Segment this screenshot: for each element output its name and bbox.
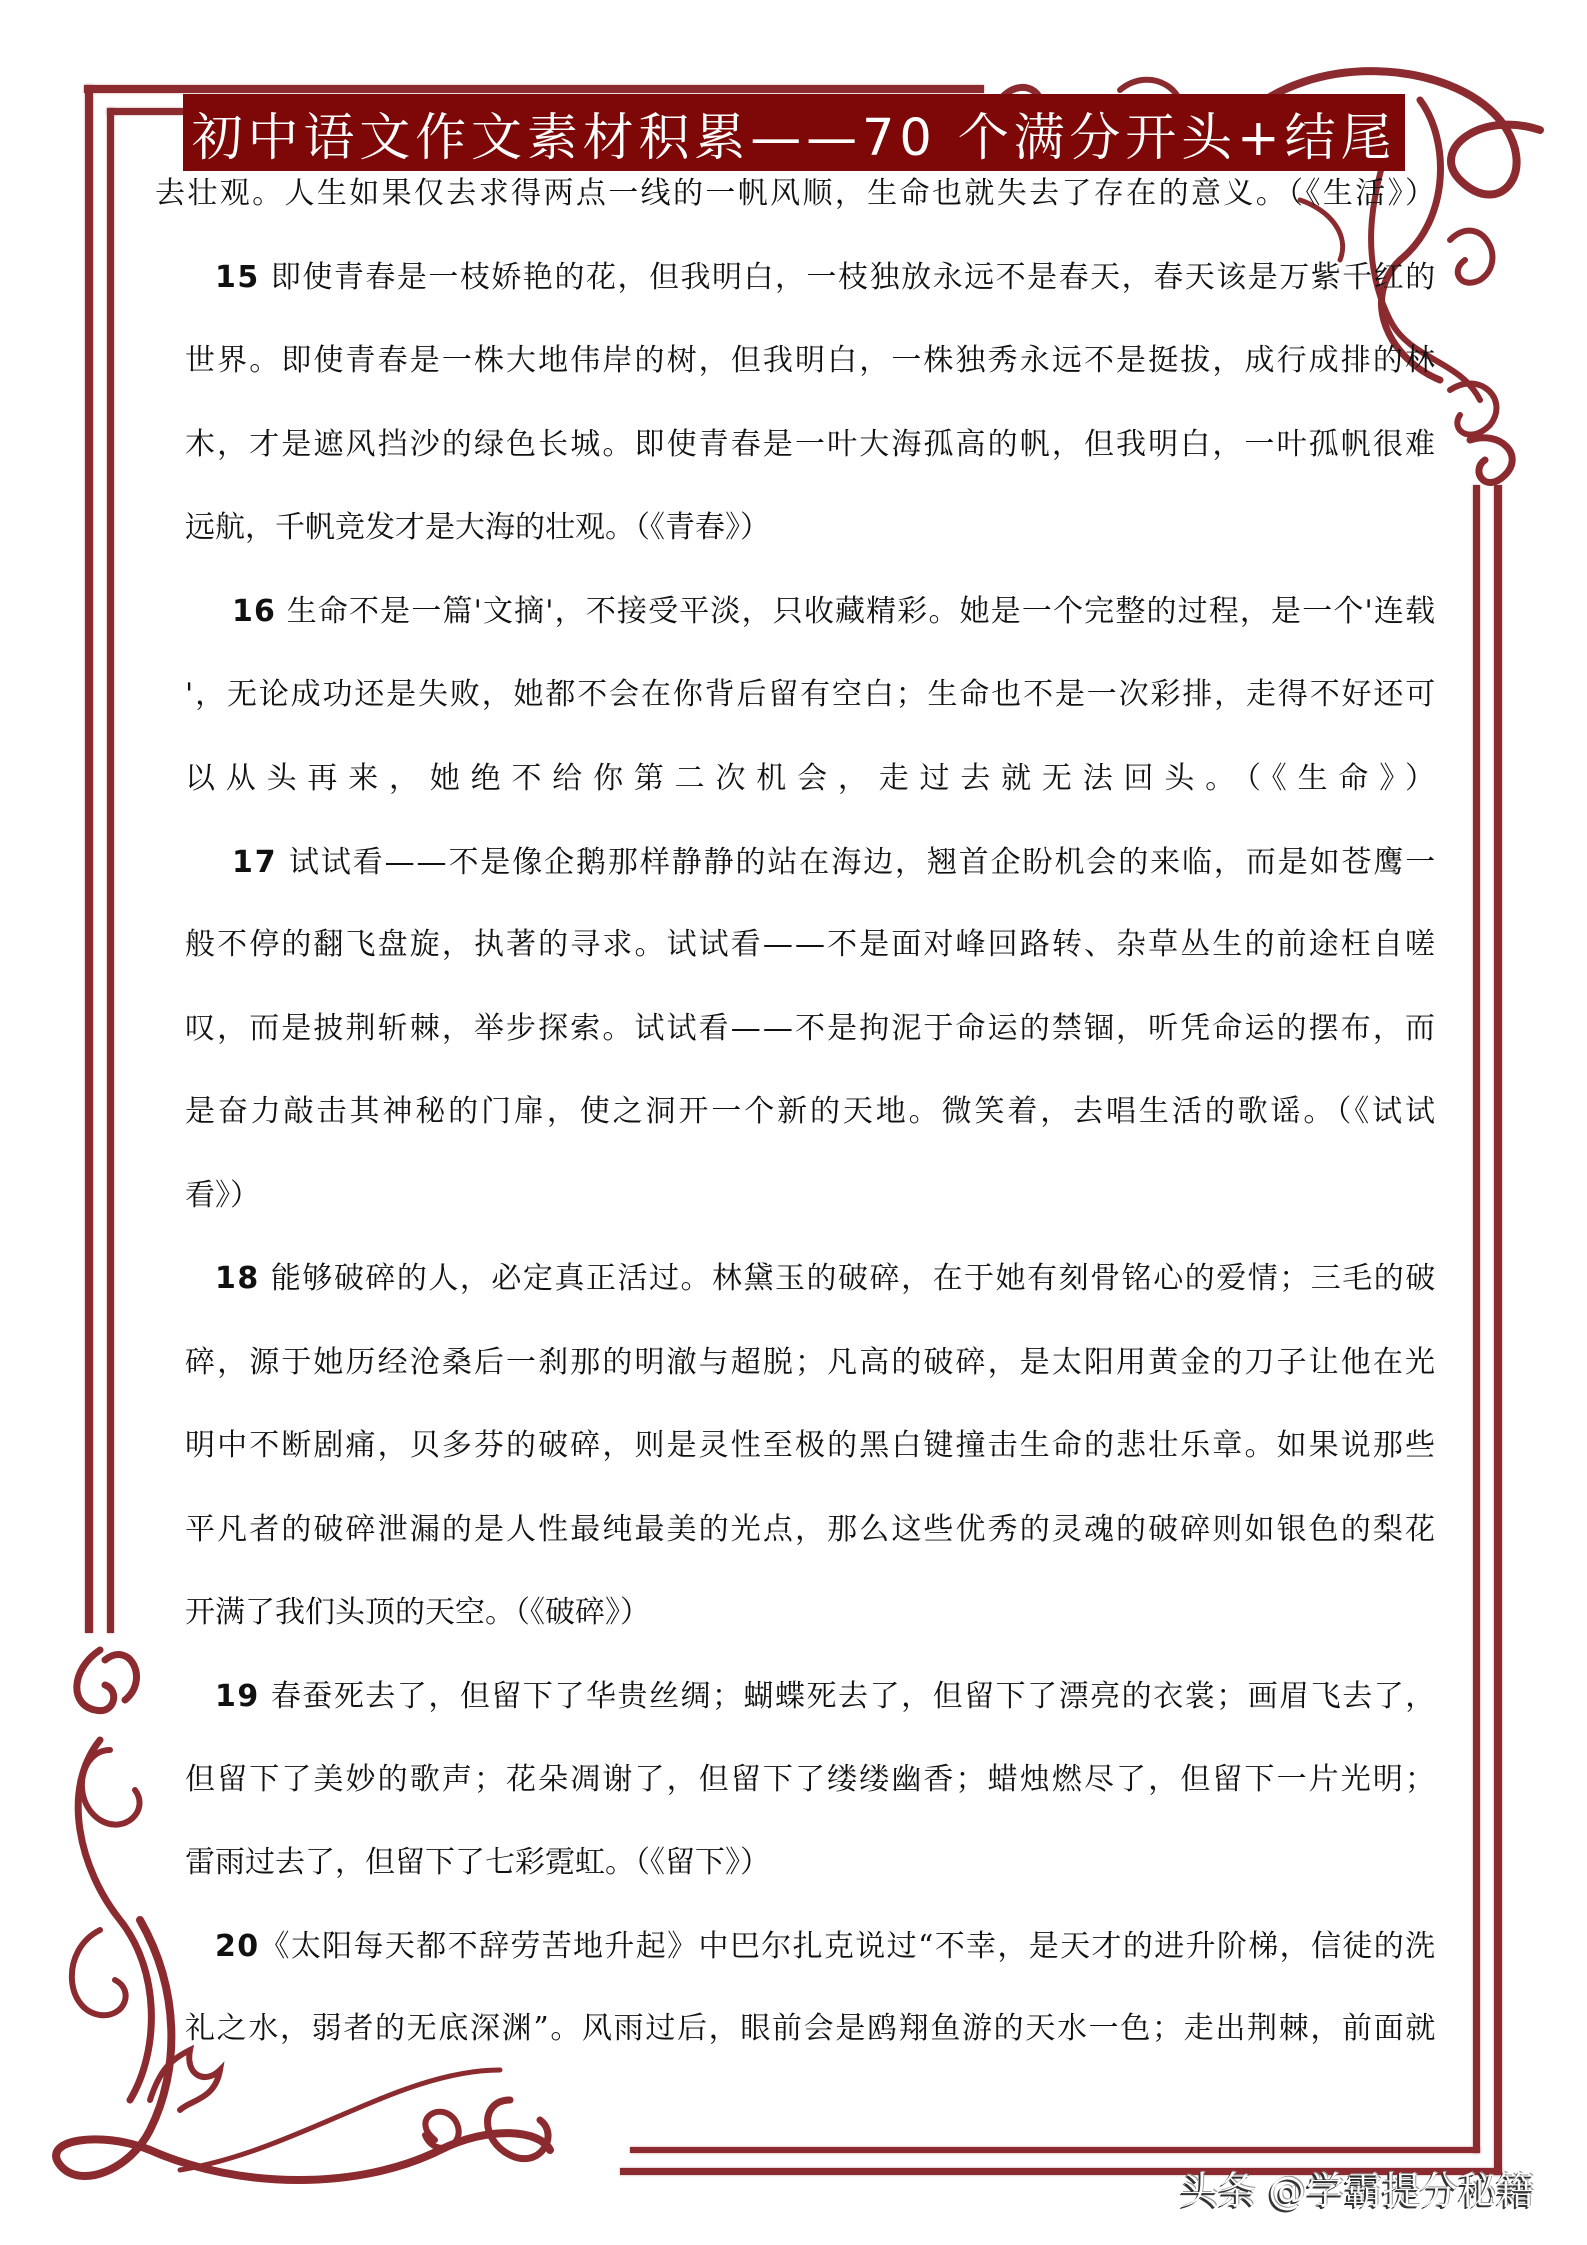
text-line: 但留下了美妙的歌声；花朵凋谢了，但留下了缕缕幽香；蜡烛燃尽了，但留下一片光明； (185, 1762, 1438, 1797)
text-line: 明中不断剧痛，贝多芬的破碎，则是灵性至极的黑白键撞击生命的悲壮乐章。如果说那些 (185, 1428, 1438, 1463)
paragraph-18-line: 18 能够破碎的人，必定真正活过。林黛玉的破碎，在于她有刻骨铭心的爱情；三毛的破 (215, 1261, 1437, 1296)
text-line: 是奋力敲击其神秘的门扉，使之洞开一个新的天地。微笑着，去唱生活的歌谣。（《试试 (185, 1094, 1438, 1129)
paragraph-number: 15 (215, 260, 260, 295)
text-line: 碎，源于她历经沧桑后一刹那的明澈与超脱；凡高的破碎，是太阳用黄金的刀子让他在光 (185, 1345, 1438, 1380)
frame-top-inner (107, 108, 183, 115)
paragraph-19-line: 19 春蚕死去了，但留下了华贵丝绸；蝴蝶死去了，但留下了漂亮的衣裳；画眉飞去了， (215, 1679, 1437, 1714)
text-line: 看》） (185, 1178, 260, 1213)
text-line: 平凡者的破碎泄漏的是人性最纯最美的光点，那么这些优秀的灵魂的破碎则如银色的梨花 (185, 1512, 1438, 1547)
text-line: 礼之水，弱者的无底深渊”。风雨过后，眼前会是鸥翔鱼游的天水一色；走出荆棘，前面就 (185, 2011, 1438, 2046)
text-line: '，无论成功还是失败，她都不会在你背后留有空白；生命也不是一次彩排，走得不好还可 (185, 677, 1438, 712)
frame-right-outer (1494, 485, 1502, 2175)
text-line: 世界。即使青春是一株大地伟岸的树，但我明白，一株独秀永远不是挺拔，成行成排的林 (185, 343, 1438, 378)
text-line: 木，才是遮风挡沙的绿色长城。即使青春是一叶大海孤高的帆，但我明白，一叶孤帆很难 (185, 427, 1438, 462)
text-line: 远航，千帆竞发才是大海的壮观。（《青春》） (185, 510, 770, 545)
paragraph-number: 18 (215, 1261, 260, 1296)
frame-top-outer (84, 85, 984, 93)
source-watermark: 头条 @学霸提分秘籍 (1180, 2169, 1535, 2213)
paragraph-17-line: 17 试试看——不是像企鹅那样静静的站在海边，翘首企盼机会的来临，而是如苍鹰一 (232, 845, 1438, 880)
page-title: 初中语文作文素材积累——70 个满分开头+结尾 (191, 108, 1397, 168)
paragraph-number: 20 (215, 1929, 260, 1964)
text-line: 叹，而是披荆斩棘，举步探索。试试看——不是拘泥于命运的禁锢，听凭命运的摆布，而 (185, 1011, 1438, 1046)
frame-left-outer (85, 85, 93, 1633)
text-line: 般不停的翻飞盘旋，执著的寻求。试试看——不是面对峰回路转、杂草丛生的前途枉自嗟 (185, 927, 1438, 962)
text-line: 开满了我们头顶的天空。（《破碎》） (185, 1595, 650, 1630)
frame-bottom-inner (630, 2147, 1480, 2153)
paragraph-16-line: 16 生命不是一篇'文摘'，不接受平淡，只收藏精彩。她是一个完整的过程，是一个'连载 (232, 594, 1437, 629)
frame-left-inner (107, 108, 114, 1633)
text-line: 雷雨过去了，但留下了七彩霓虹。（《留下》） (185, 1845, 770, 1880)
page-title-banner (183, 94, 1405, 171)
paragraph-20-line: 20《太阳每天都不辞劳苦地升起》中巴尔扎克说过“不幸，是天才的进升阶梯，信徒的洗 (215, 1929, 1437, 1964)
text-line: 去壮观。人生如果仅去求得两点一线的一帆风顺，生命也就失去了存在的意义。（《生活》） (155, 176, 1438, 211)
paragraph-15-line: 15 即使青春是一枝娇艳的花，但我明白，一枝独放永远不是春天，春天该是万紫千红的 (215, 260, 1437, 295)
paragraph-number: 19 (215, 1679, 260, 1714)
paragraph-number: 17 (232, 845, 278, 880)
text-line: 以从头再来，她绝不给你第二次机会，走过去就无法回头。（《生命》） (185, 761, 1446, 796)
frame-right-inner (1473, 485, 1480, 2153)
paragraph-number: 16 (232, 594, 277, 629)
